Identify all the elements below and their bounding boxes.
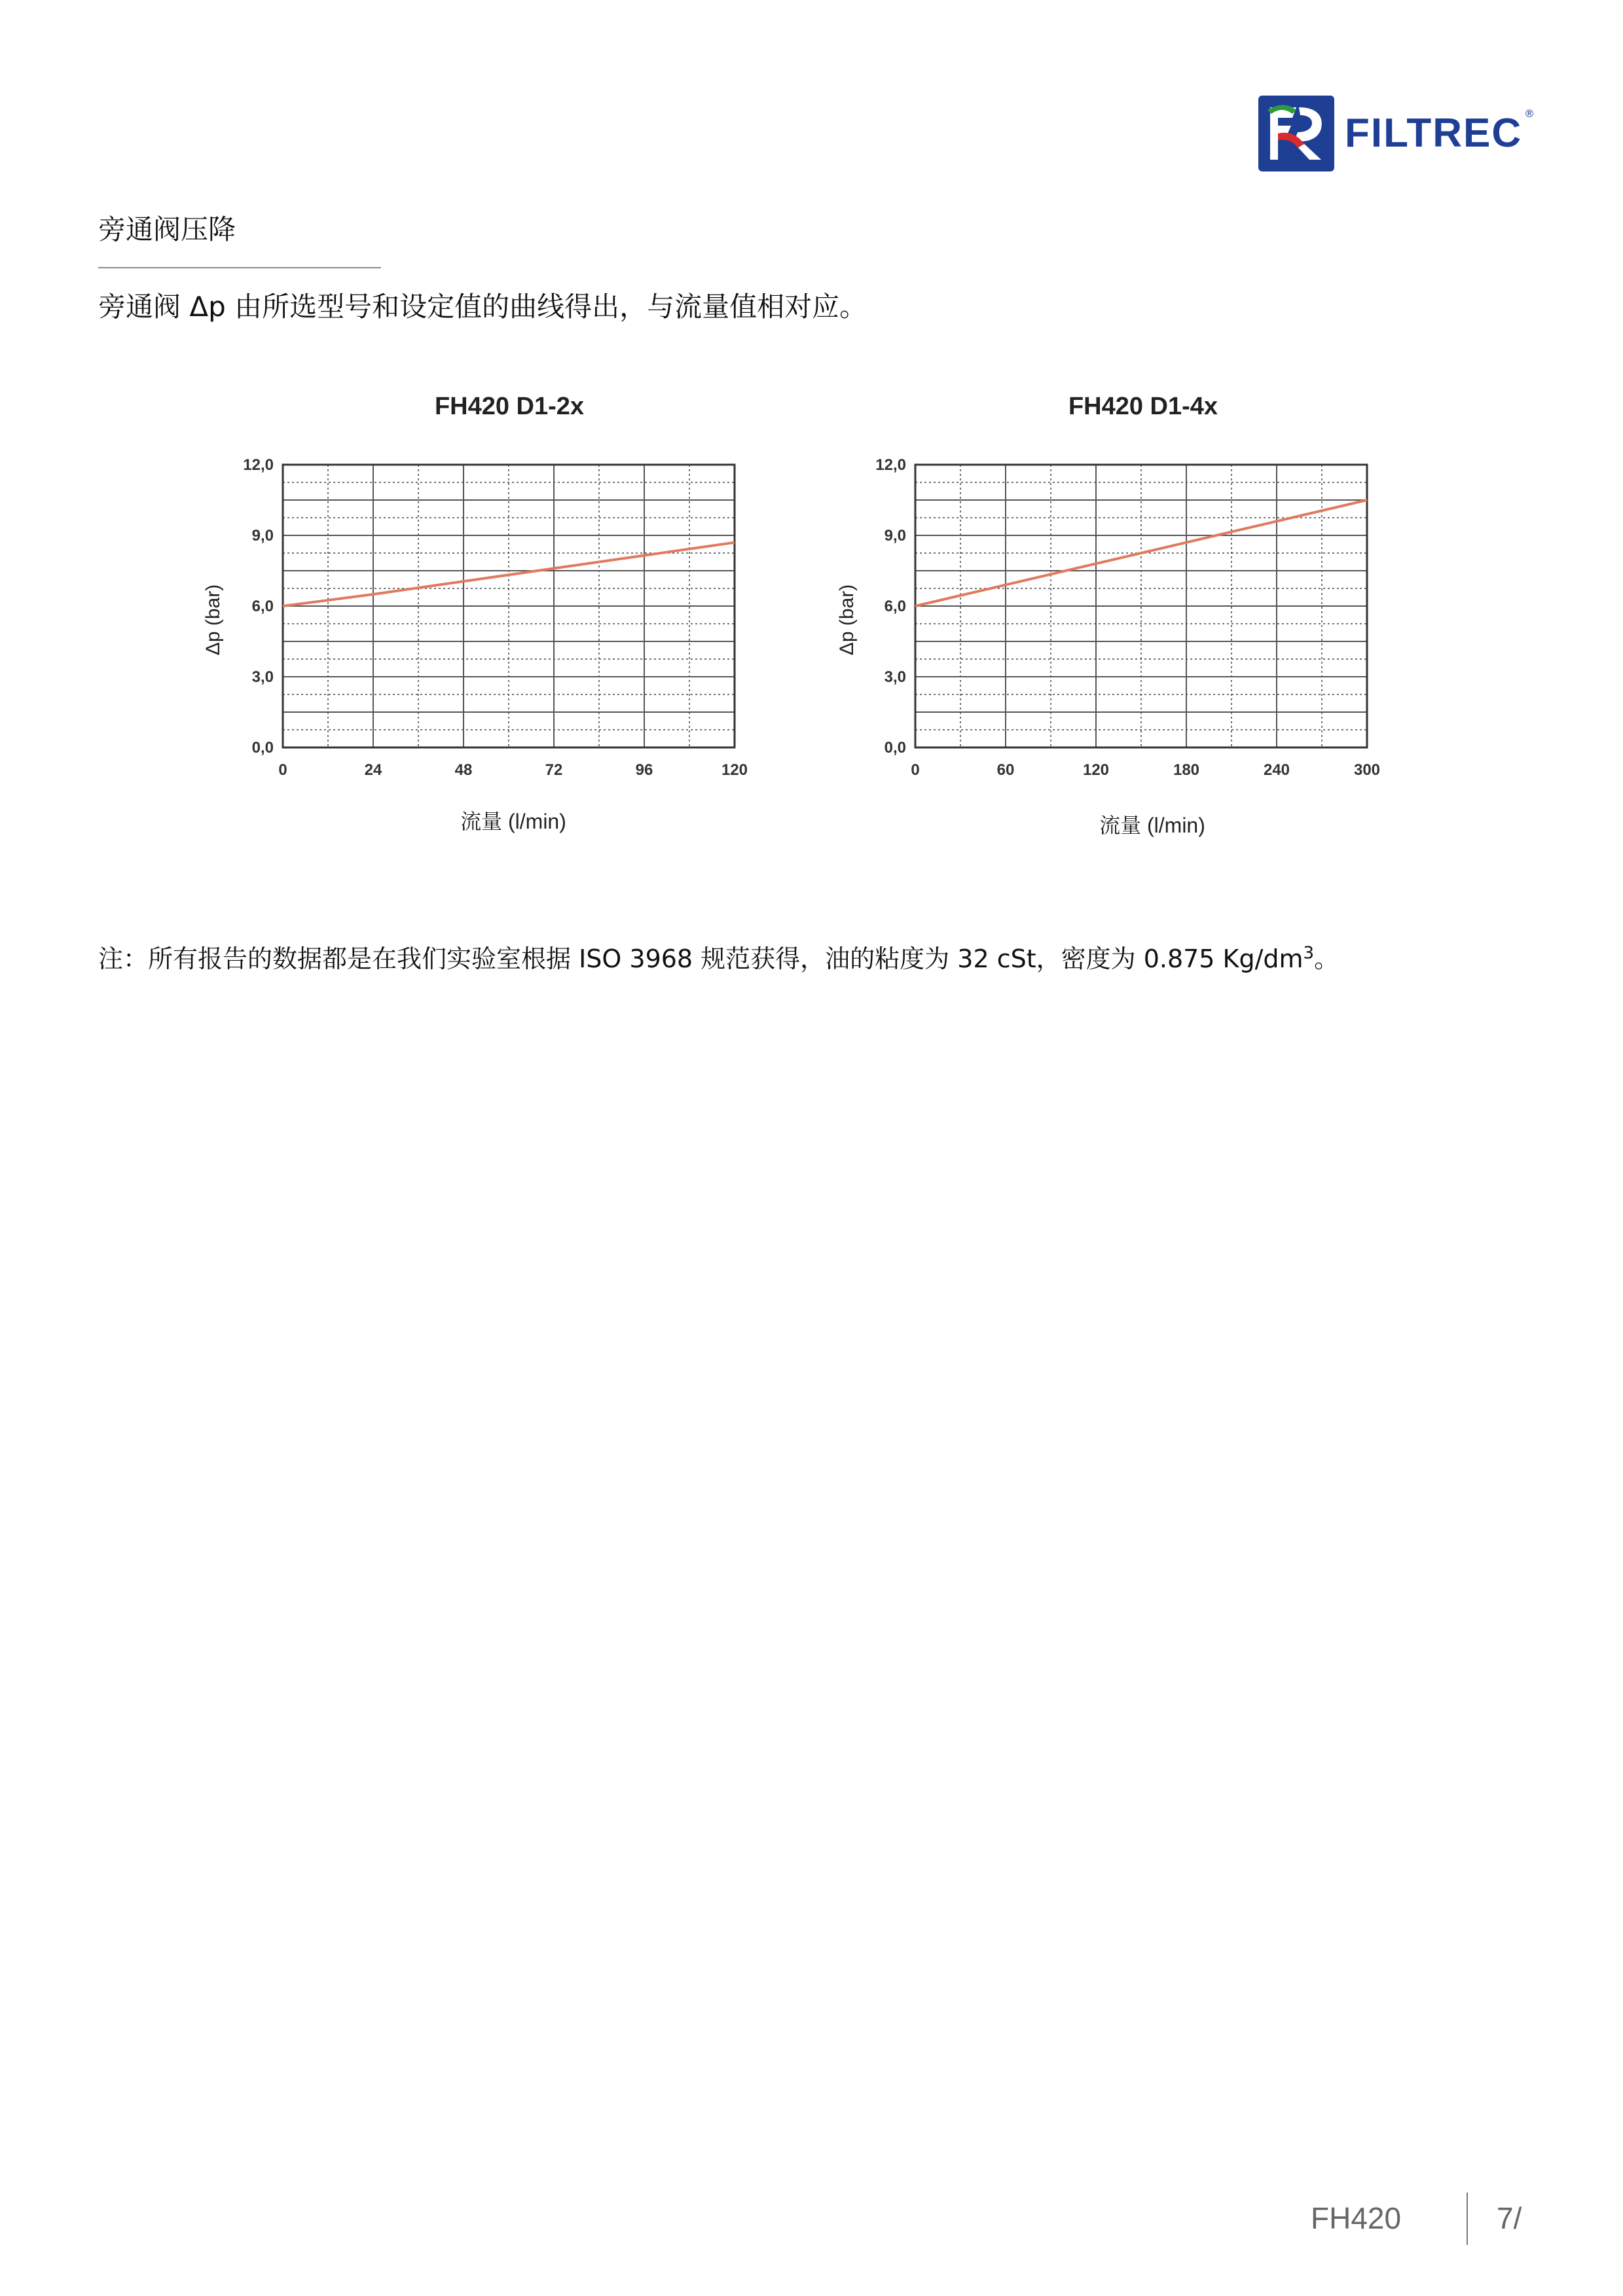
chart-2-y-tick-label: 9,0	[884, 527, 906, 545]
footer-page-number: 7/	[1497, 2201, 1522, 2235]
registered-mark: ®	[1524, 107, 1535, 120]
chart-2-x-tick-label: 60	[996, 761, 1015, 779]
chart-2-x-tick-label: 120	[1082, 761, 1110, 779]
brand-name: FILTREC	[1345, 111, 1523, 156]
footnote-superscript: 3	[1303, 943, 1315, 963]
chart-1-y-tick-label: 6,0	[251, 598, 274, 615]
footer-doc-code: FH420	[1311, 2201, 1402, 2235]
chart-2-x-tick-label: 180	[1173, 761, 1200, 779]
chart-1-y-tick-label: 0,0	[251, 739, 274, 757]
chart-2-title: FH420 D1-4x	[1068, 393, 1218, 420]
chart-2-x-tick-label: 0	[911, 761, 920, 779]
chart-2-plot	[855, 452, 1425, 805]
chart-2-y-tick-label: 3,0	[884, 668, 906, 686]
chart-2-x-tick-label: 300	[1353, 761, 1381, 779]
section-intro: 旁通阀 Δp 由所选型号和设定值的曲线得出，与流量值相对应。	[98, 291, 867, 323]
chart-2-y-tick-label: 12,0	[875, 456, 906, 474]
chart-1-x-tick-label: 72	[545, 761, 563, 779]
chart-1-y-tick-label: 9,0	[251, 527, 274, 545]
filtrec-logo-icon	[1258, 96, 1334, 171]
chart-1-title: FH420 D1-2x	[434, 393, 585, 420]
footer-separator	[1467, 2193, 1468, 2245]
chart-2-ylabel: Δp (bar)	[836, 584, 858, 656]
chart-1-ylabel: Δp (bar)	[202, 584, 225, 656]
chart-1-x-tick-label: 48	[454, 761, 473, 779]
chart-2-x-tick-label: 240	[1263, 761, 1290, 779]
chart-1-plot	[223, 452, 759, 805]
title-divider	[98, 267, 381, 268]
chart-2-y-tick-label: 6,0	[884, 598, 906, 615]
chart-1-x-tick-label: 120	[721, 761, 748, 779]
chart-1-x-tick-label: 24	[364, 761, 382, 779]
chart-1-xlabel: 流量 (l/min)	[460, 810, 566, 833]
chart-2-xlabel: 流量 (l/min)	[1099, 814, 1205, 837]
chart-1-y-tick-label: 3,0	[251, 668, 274, 686]
chart-2-y-tick-label: 0,0	[884, 739, 906, 757]
chart-1-x-tick-label: 96	[635, 761, 653, 779]
footnote-ending: 。	[1314, 944, 1340, 973]
footnote-text: 注：所有报告的数据都是在我们实验室根据 ISO 3968 规范获得，油的粘度为 32 cSt，密度为 0.875 Kg/dm	[98, 944, 1304, 973]
filtrec-logo	[1258, 96, 1533, 171]
chart-1-x-tick-label: 0	[278, 761, 287, 779]
chart-1-y-tick-label: 12,0	[243, 456, 274, 474]
section-title: 旁通阀压降	[98, 213, 236, 245]
footnote	[98, 939, 1339, 975]
